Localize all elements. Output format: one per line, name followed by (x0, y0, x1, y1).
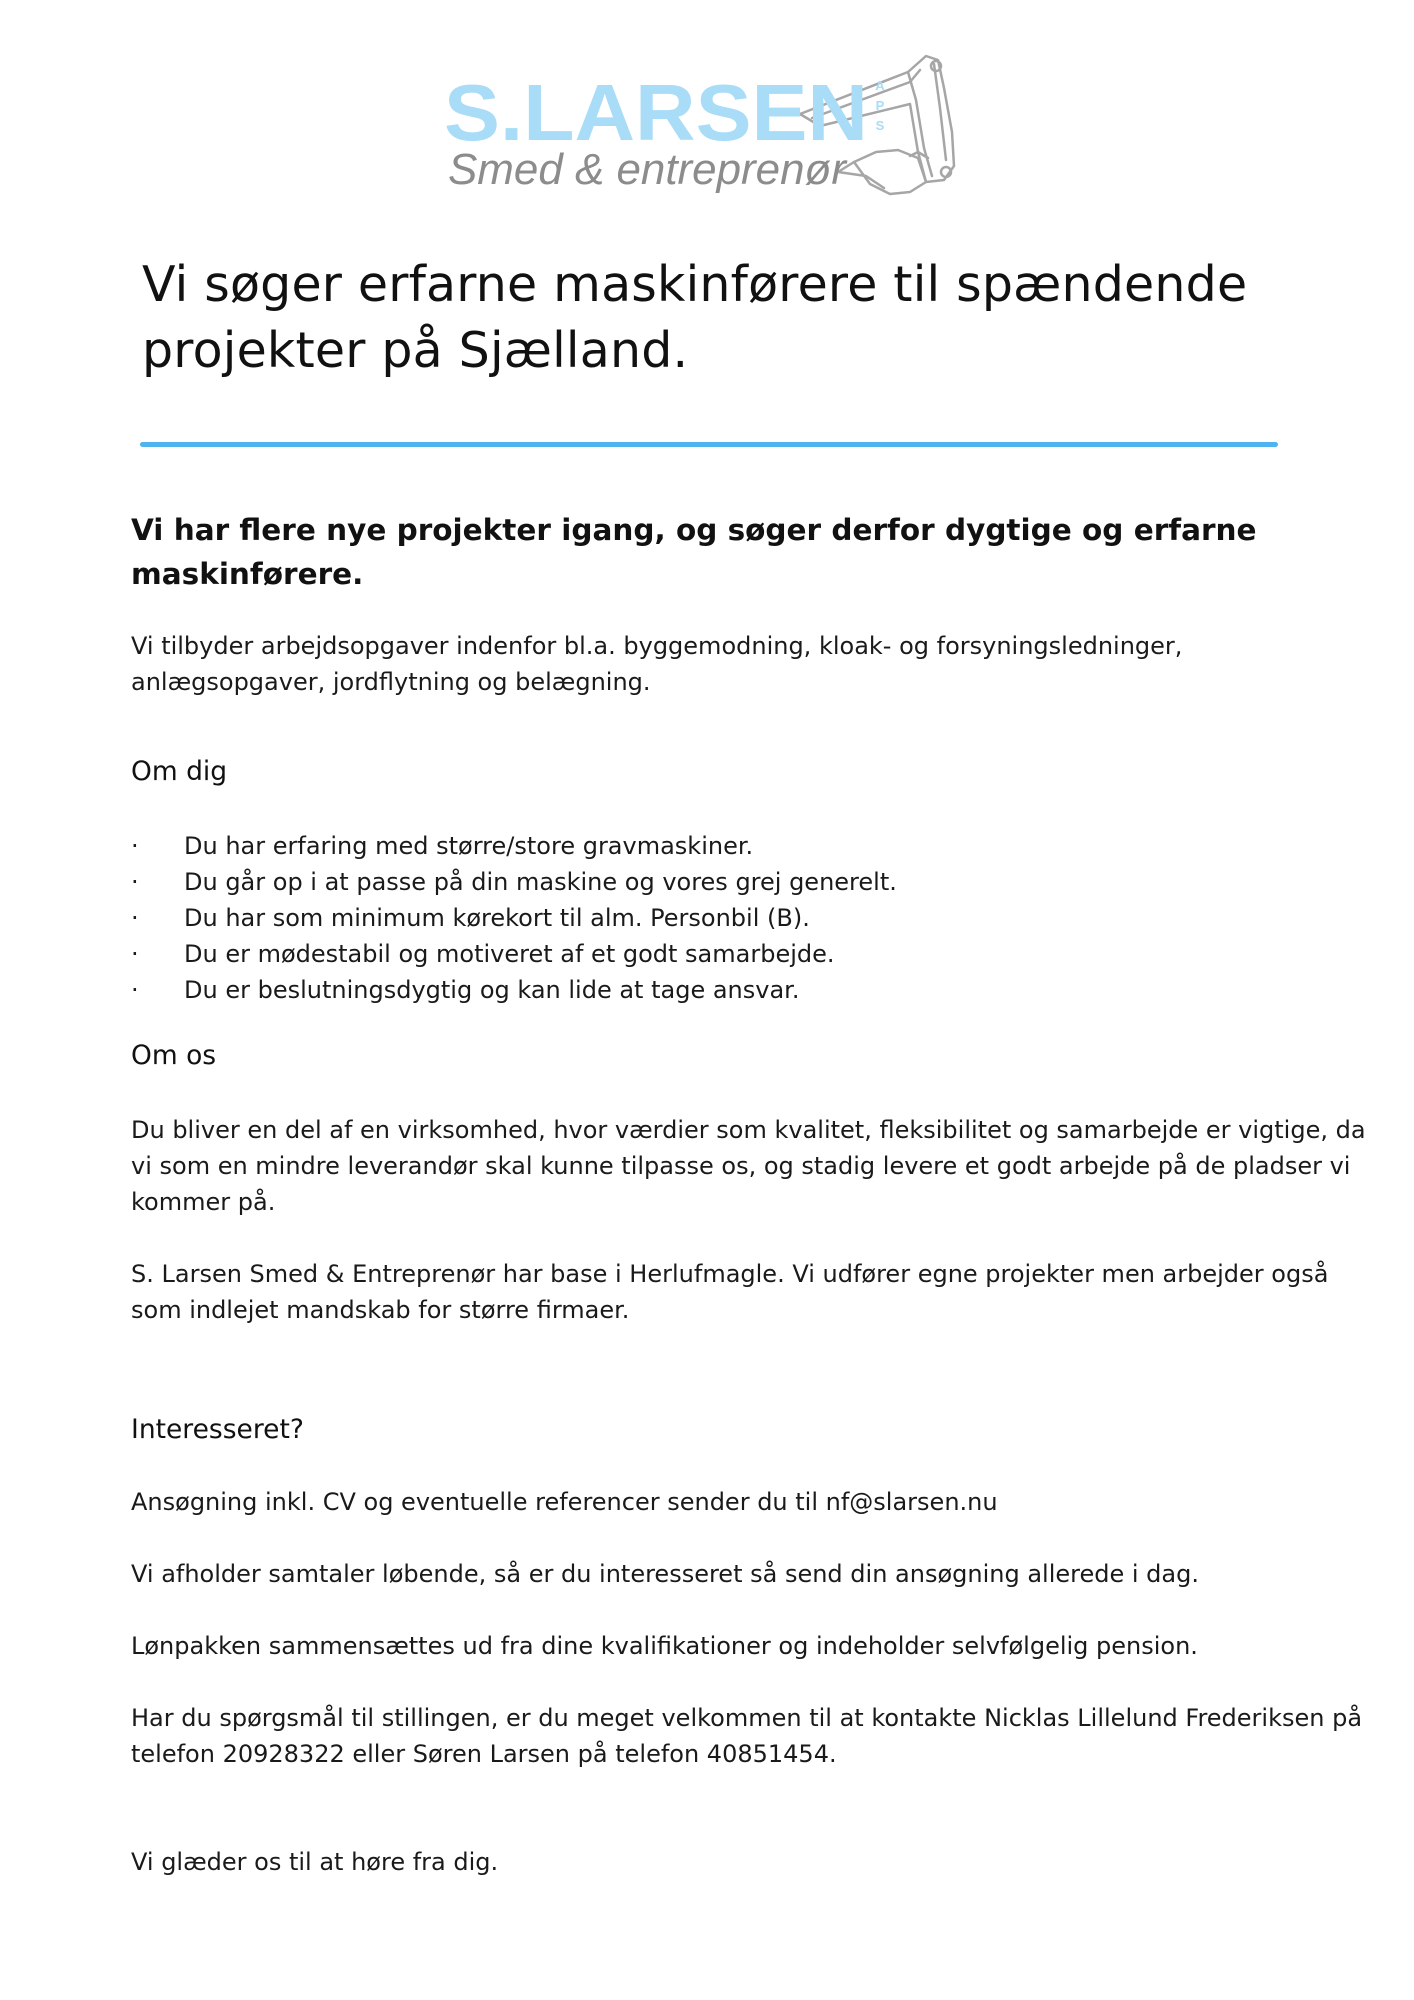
list-item-text: Du er beslutningsdygtig og kan lide at tage ansvar. (184, 976, 800, 1004)
list-item (131, 828, 1381, 864)
interview-paragraph: Vi afholder samtaler løbende, så er du interesseret så send din ansøgning allerede i dag. (131, 1560, 1199, 1588)
list-item-text: Du har erfaring med større/store gravmaskiner. (184, 832, 754, 860)
logo-brand-text: S.LARSEN (444, 68, 868, 157)
company-logo (440, 48, 980, 208)
closing-line: Vi glæder os til at høre fra dig. (131, 1848, 499, 1876)
list-item-text: Du er mødestabil og motiveret af et godt samarbejde. (184, 940, 835, 968)
lead-paragraph: Vi har flere nye projekter igang, og søger derfor dygtige og erfarne maskinførere. (131, 513, 1257, 591)
section-title-om-dig: Om dig (131, 756, 228, 787)
bullet-icon: · (131, 832, 139, 860)
application-paragraph: Ansøgning inkl. CV og eventuelle referencer sender du til nf@slarsen.nu (131, 1488, 998, 1516)
page-title: Vi søger erfarne maskinførere til spændende projekter på Sjælland. (142, 256, 1248, 379)
bullet-icon: · (131, 868, 139, 896)
contact-paragraph: Har du spørgsmål til stillingen, er du meget velkommen til at kontakte Nicklas Lillelund Frederiksen på telefon 20928322 eller Søren Larsen på telefon 40851454. (131, 1704, 1363, 1768)
list-item (131, 900, 1381, 936)
bullet-icon: · (131, 904, 139, 932)
om-os-paragraph: Du bliver en del af en virksomhed, hvor værdier som kvalitet, fleksibilitet og samarbejde er vigtige, da vi som en mindre leverandør skal kunne tilpasse os, og stadig levere et godt arbejde på de pladser vi kommer på. (131, 1116, 1366, 1216)
logo-tagline: Smed & entreprenør (448, 145, 849, 194)
section-title-om-os: Om os (131, 1040, 217, 1071)
om-os-paragraph: S. Larsen Smed & Entreprenør har base i Herlufmagle. Vi udfører egne projekter men arbejder også som indlejet mandskab for større firmaer. (131, 1260, 1329, 1324)
bullet-icon: · (131, 976, 139, 1004)
bullet-icon: · (131, 940, 139, 968)
divider-line (140, 442, 1278, 447)
intro-paragraph: Vi tilbyder arbejdsopgaver indenfor bl.a. byggemodning, kloak- og forsyningsledninger, anlægsopgaver, jordflytning og belægning. (131, 632, 1183, 696)
om-dig-list (131, 828, 1381, 1008)
list-item (131, 972, 1381, 1008)
list-item (131, 864, 1381, 900)
logo-suffix-letter-s: S (875, 118, 885, 133)
logo-graphic (440, 48, 980, 208)
salary-paragraph: Lønpakken sammensættes ud fra dine kvalifikationer og indeholder selvfølgelig pension. (131, 1632, 1198, 1660)
job-description (131, 508, 1381, 1880)
section-title-interesseret: Interesseret? (131, 1414, 304, 1445)
logo-suffix-letter-a: A (875, 78, 885, 93)
list-item (131, 936, 1381, 972)
logo-suffix-letter-p: P (875, 98, 885, 113)
list-item-text: Du har som minimum kørekort til alm. Personbil (B). (184, 904, 810, 932)
list-item-text: Du går op i at passe på din maskine og vores grej generelt. (184, 868, 897, 896)
